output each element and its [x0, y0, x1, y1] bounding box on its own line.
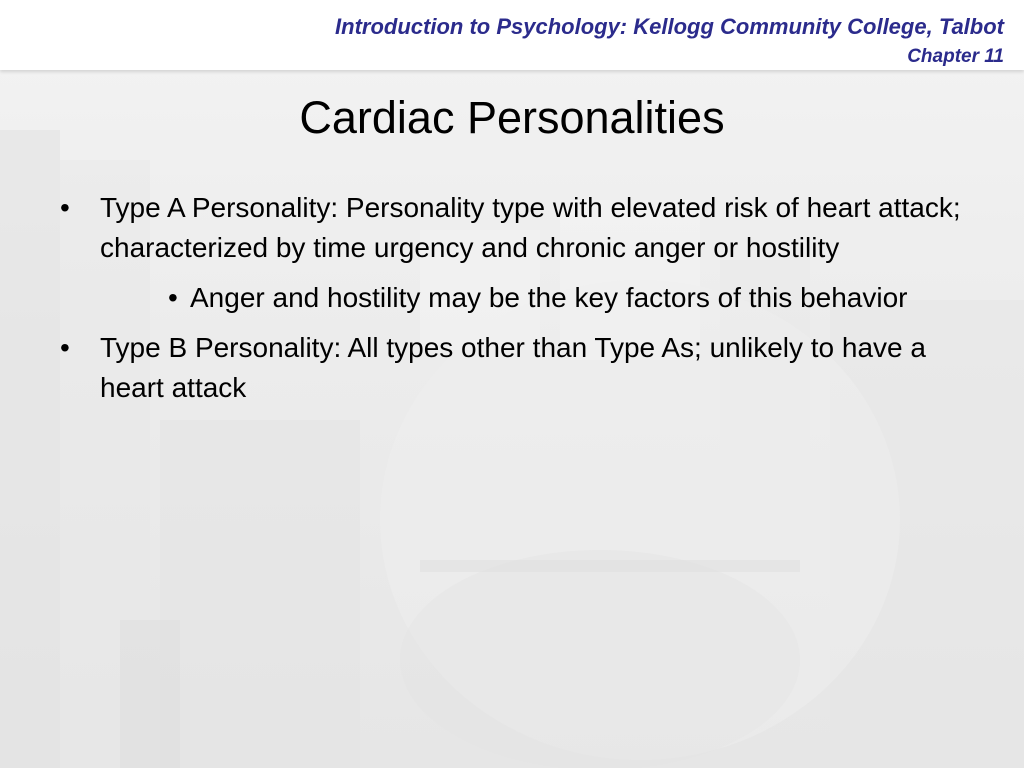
bullet-list	[58, 188, 978, 418]
bullet-item	[58, 188, 978, 268]
header-band	[0, 0, 1024, 70]
bullet-text: Type B Personality: All types other than Type As; unlikely to have a heart attack	[100, 332, 926, 403]
bullet-text: Type A Personality: Personality type with elevated risk of heart attack; characterized by time urgency and chronic anger or hostility	[100, 192, 961, 263]
sub-bullet-text: Anger and hostility may be the key factors of this behavior	[190, 282, 908, 313]
course-title: Introduction to Psychology: Kellogg Community College, Talbot	[335, 14, 1004, 39]
bullet-item	[58, 328, 978, 408]
slide-title: Cardiac Personalities	[299, 92, 725, 143]
bullet-dot-icon: •	[60, 332, 70, 363]
sub-bullet-item	[58, 278, 978, 318]
bullet-dot-icon: •	[168, 282, 178, 313]
chapter-label: Chapter 11	[907, 46, 1004, 67]
bullet-dot-icon: •	[60, 192, 70, 223]
